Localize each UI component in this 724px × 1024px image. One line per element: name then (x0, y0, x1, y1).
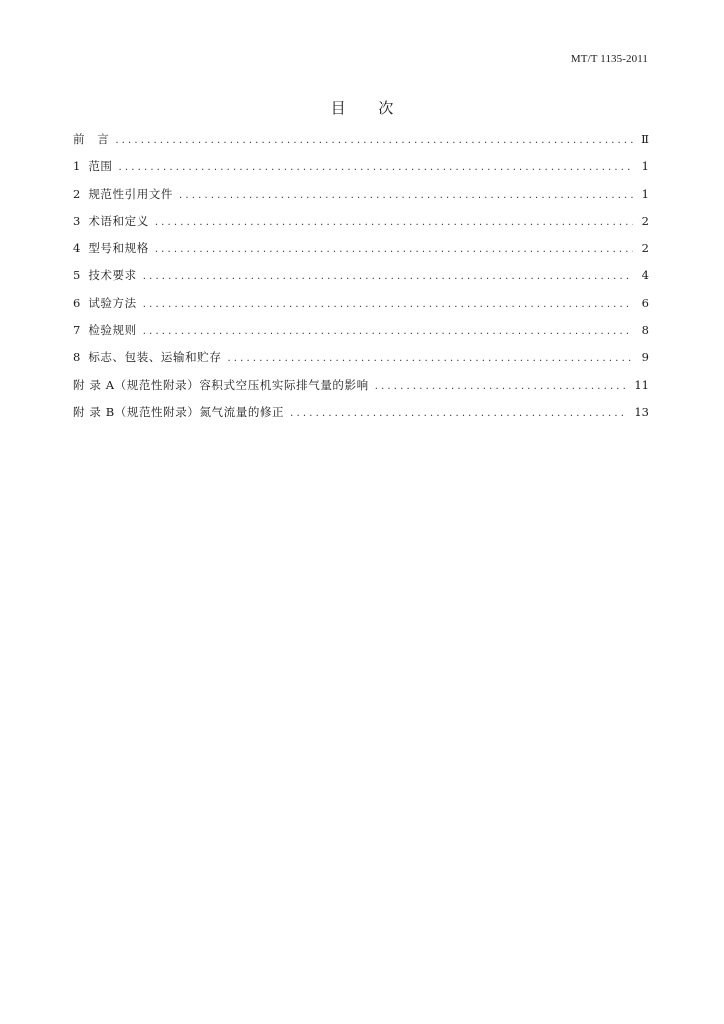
toc-entry-technical-requirements[interactable] (73, 265, 649, 292)
toc-entry-number: 8 (73, 350, 81, 365)
toc-entry-page: 9 (641, 350, 649, 365)
toc-entry-terms-definitions[interactable] (73, 211, 649, 238)
toc-entry-page: 13 (634, 404, 649, 419)
toc-entry-number: 6 (73, 295, 81, 310)
toc-entry-number: 3 (73, 213, 81, 228)
toc-entry-page: 1 (641, 186, 649, 201)
dot-leader (179, 186, 633, 206)
toc-entry-label: 规范性引用文件 (88, 186, 174, 201)
dot-leader (155, 213, 633, 233)
toc-entry-label: 技术要求 (88, 268, 137, 283)
dot-leader (143, 267, 633, 287)
table-of-contents (73, 129, 649, 429)
toc-entry-page: 6 (641, 295, 649, 310)
toc-entry-number: 2 (73, 186, 81, 201)
toc-entry-number: 5 (73, 268, 81, 283)
toc-entry-number: 4 (73, 241, 81, 256)
toc-entry-scope[interactable] (73, 156, 649, 183)
toc-title: 目 次 (330, 99, 408, 117)
toc-entry-page: 2 (641, 241, 649, 256)
dot-leader (155, 240, 633, 260)
dot-leader (290, 404, 628, 424)
toc-entry-page: Ⅱ (641, 132, 649, 146)
dot-leader (375, 377, 629, 397)
toc-entry-label: 范围 (88, 159, 113, 174)
toc-entry-page: 1 (641, 159, 649, 174)
toc-entry-number: 7 (73, 323, 81, 338)
toc-entry-label: 型号和规格 (88, 241, 149, 256)
dot-leader (143, 295, 633, 315)
toc-entry-label: 术语和定义 (88, 213, 149, 228)
toc-entry-number: 1 (73, 159, 81, 174)
toc-entry-label: 附 录 B（规范性附录）氮气流量的修正 (73, 404, 285, 419)
toc-entry-label: 试验方法 (88, 295, 137, 310)
toc-entry-page: 8 (641, 323, 649, 338)
toc-entry-page: 2 (641, 213, 649, 228)
dot-leader (143, 322, 633, 342)
toc-entry-label: 检验规则 (88, 323, 137, 338)
toc-entry-page: 11 (634, 377, 649, 392)
dot-leader (227, 349, 633, 369)
toc-entry-foreword[interactable] (73, 129, 649, 156)
toc-entry-normative-references[interactable] (73, 184, 649, 211)
toc-entry-label: 附 录 A（规范性附录）容积式空压机实际排气量的影响 (73, 377, 369, 392)
toc-entry-page: 4 (641, 268, 649, 283)
toc-entry-annex-b[interactable] (73, 402, 649, 429)
toc-entry-marking-packaging[interactable] (73, 347, 649, 374)
standard-number: MT/T 1135-2011 (570, 53, 648, 65)
toc-entry-label: 前 言 (73, 132, 110, 146)
toc-entry-test-methods[interactable] (73, 293, 649, 320)
toc-entry-label: 标志、包装、运输和贮存 (88, 350, 222, 365)
toc-entry-models-specifications[interactable] (73, 238, 649, 265)
dot-leader (115, 131, 633, 151)
toc-entry-inspection-rules[interactable] (73, 320, 649, 347)
toc-entry-annex-a[interactable] (73, 375, 649, 402)
dot-leader (119, 158, 633, 178)
